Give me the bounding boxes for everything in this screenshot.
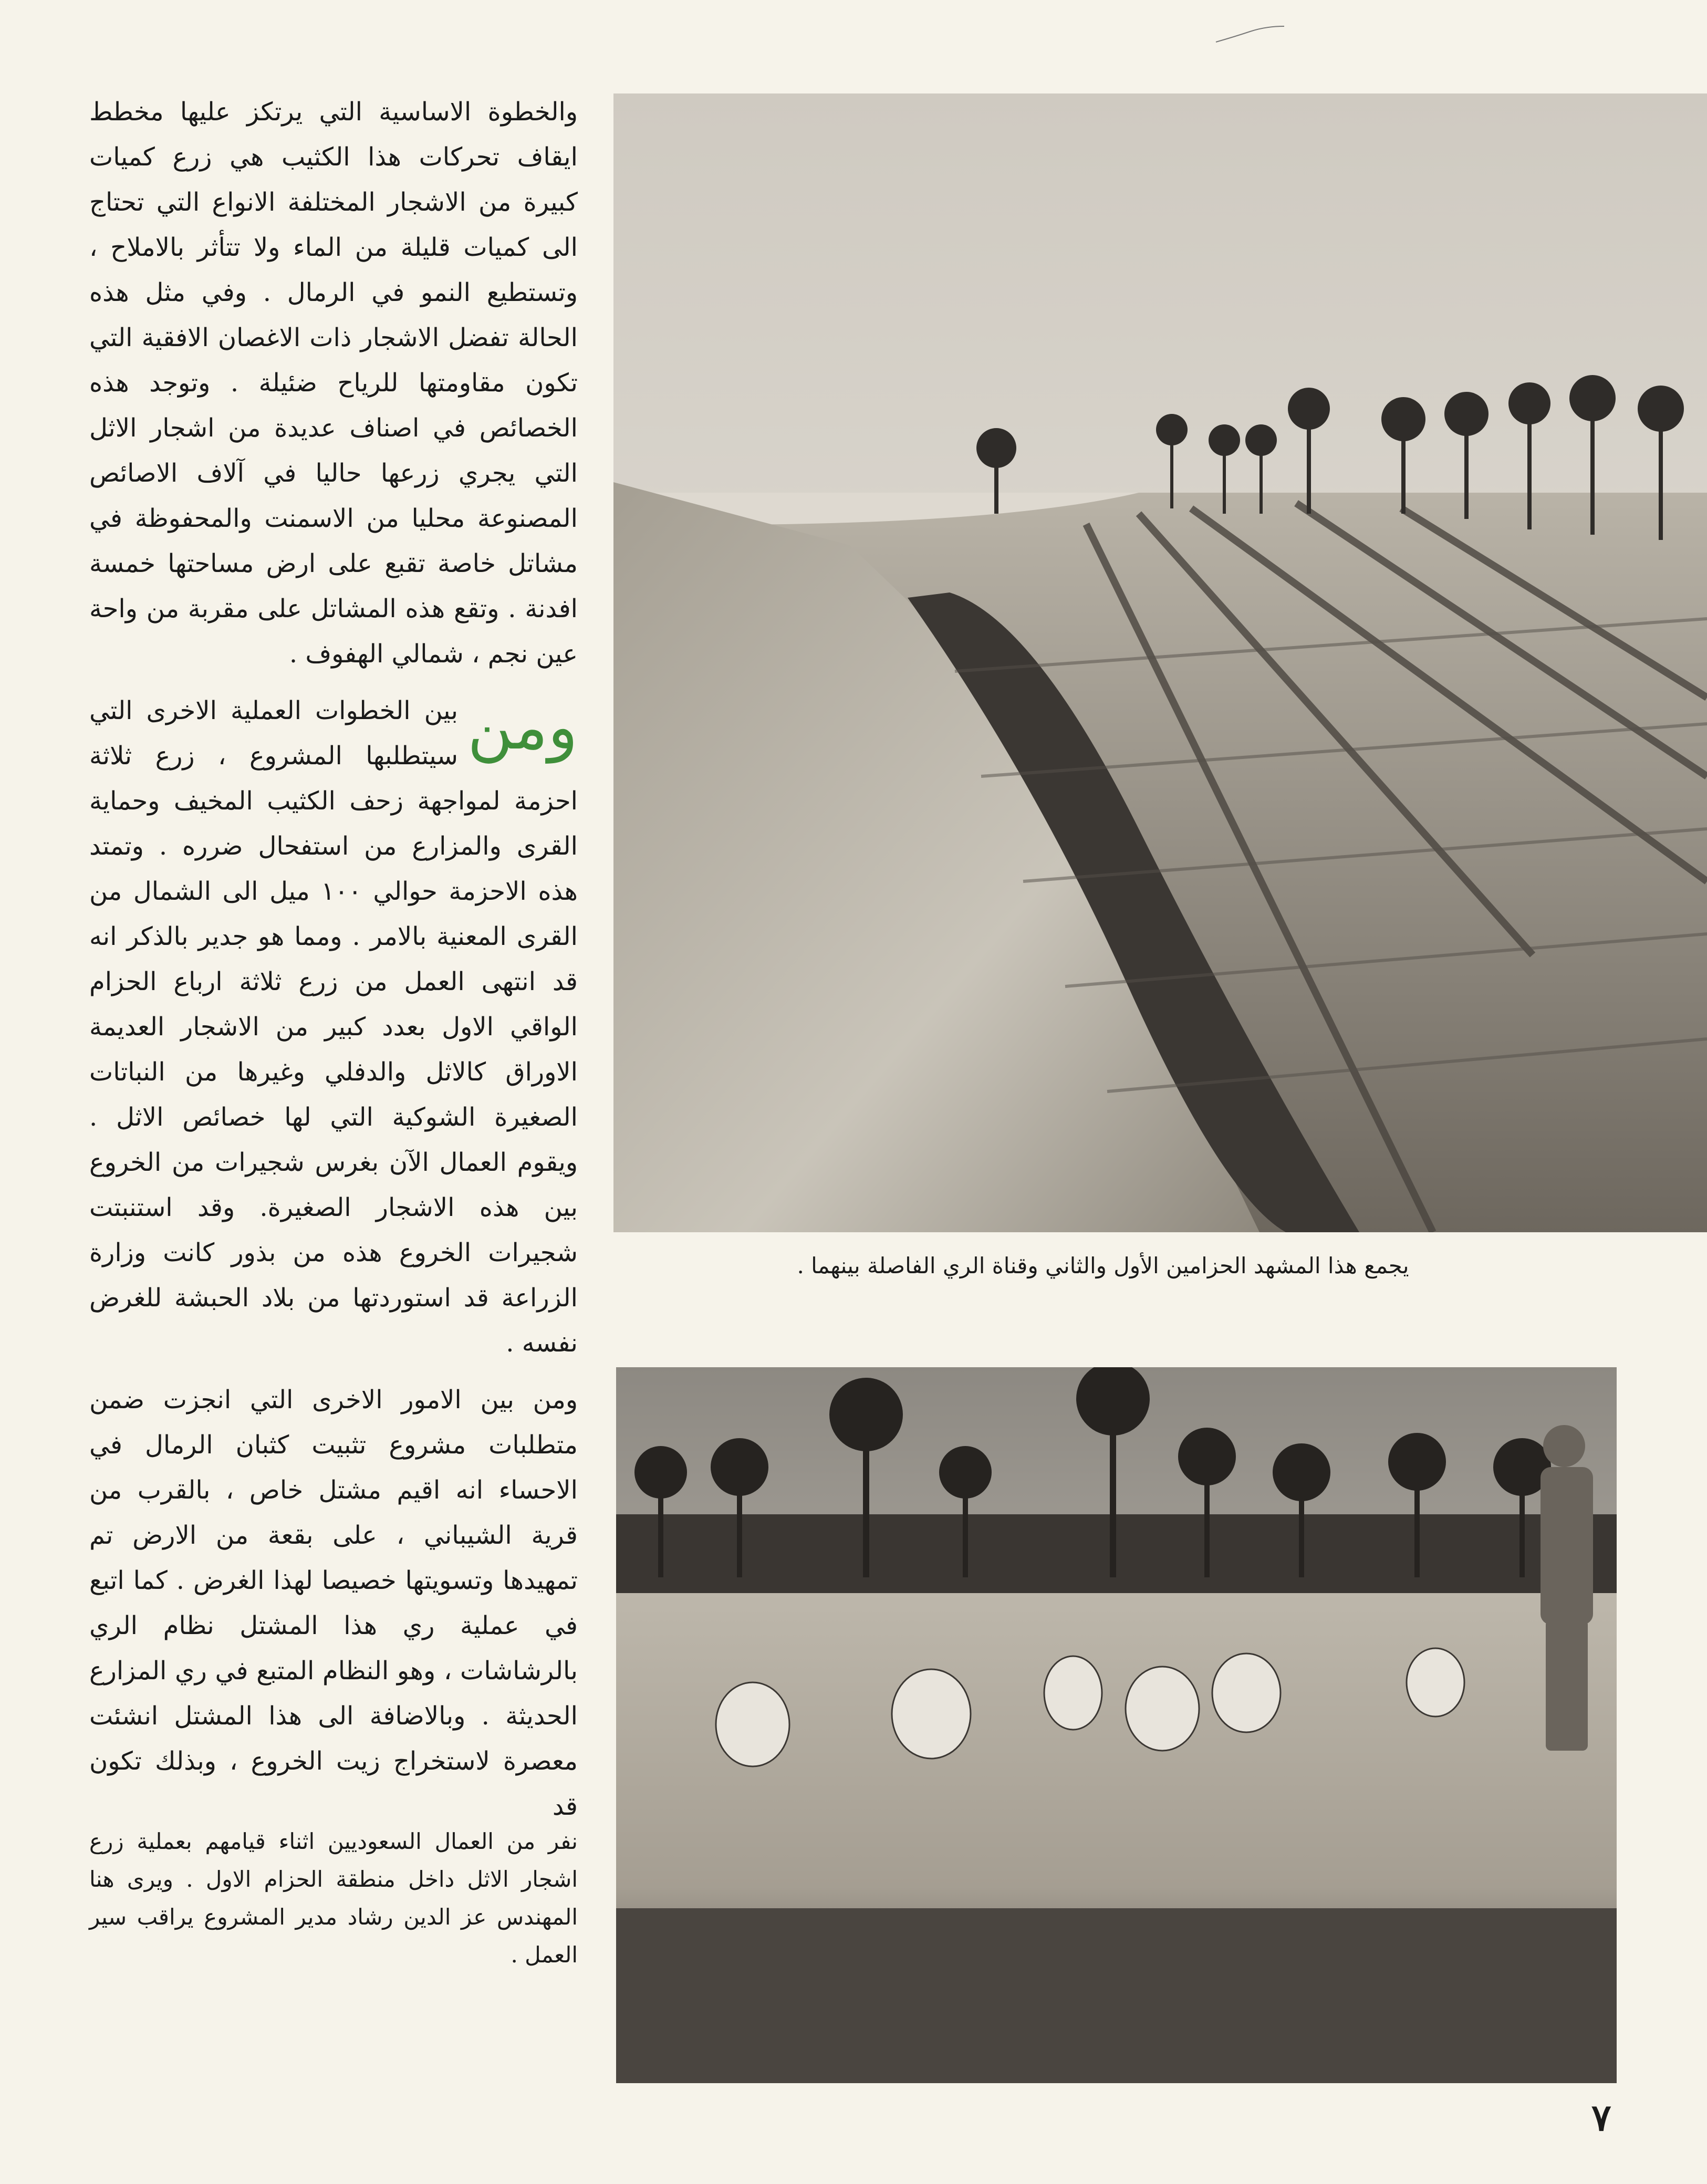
article-paragraph-1: والخطوة الاساسية التي يرتكز عليها مخطط ايقاف تحركات هذا الكثيب هي زرع كميات كبيرة من الاشجار المختلفة الانواع التي تحتاج الى كميات قليلة من الماء ولا تتأثر بالاملاح ، وتستطيع النمو في الرمال . وفي مثل هذه الحالة تفضل الاشجار ذات الاغصان الافقية التي تكون مقاومتها للرياح ضئيلة . وتوجد هذه الخصائص في اصناف عديدة من اشجار الاثل التي يجري زرعها حاليا في آلاف الاصائص المصنوعة محليا من الاسمنت والمحفوظة في مشاتل خاصة تقبع على ارض مساحتها خمسة افدنة . وتقع هذه المشاتل على مقربة من واحة عين نجم ، شمالي الهفوف . [89, 97, 578, 669]
article-paragraph-2-text: بين الخطوات العملية الاخرى التي سيتطلبها المشروع ، زرع ثلاثة احزمة لمواجهة زحف الكثيب المخيف وحماية القرى والمزارع من استفحال ضرره . وتمتد هذه الاحزمة حوالي ١٠٠ ميل الى الشمال من القرى المعنية بالامر . ومما هو جدير بالذكر انه قد انتهى العمل من زرع ثلاثة ارباع الحزام الواقي الاول بعدد كبير من الاشجار العديمة الاوراق كالاثل والدفلي وغيرها من النباتات الصغيرة الشوكية التي لها خصائص الاثل . ويقوم العمال الآن بغرس شجيرات من الخروع بين هذه الاشجار الصغيرة. وقد استنبتت شجيرات الخروع هذه من بذور كانت وزارة الزراعة قد استوردتها من بلاد الحبشة للغرض نفسه . [89, 696, 578, 1358]
page-number: ٧ [1591, 2096, 1611, 2139]
photo-caption-top: يجمع هذا المشهد الحزامين الأول والثاني وقناة الري الفاصلة بينهما . [797, 1253, 1409, 1278]
article-paragraph-3: ومن بين الامور الاخرى التي انجزت ضمن متطلبات مشروع تثبيت كثبان الرمال في الاحساء انه اقيم مشتل خاص ، بالقرب من قرية الشيباني ، على بقعة من الارض تم تمهيدها وتسويتها خصيصا لهذا الغرض . كما اتبع في عملية ري هذا المشتل نظام الري بالرشاشات ، وهو النظام المتبع في ري المزارع الحديثة . وبالاضافة الى هذا المشتل انشئت معصرة لاستخراج زيت الخروع ، وبذلك تكون قد [89, 1385, 578, 1821]
dropcap: ومن [467, 691, 578, 763]
photo-workers-planting [616, 1367, 1617, 2083]
article-paragraph-2 [89, 688, 578, 1366]
article-body [89, 89, 578, 1829]
photo-caption-bottom: نفر من العمال السعوديين اثناء قيامهم بعملية زرع اشجار الاثل داخل منطقة الحزام الاول . ويرى هنا المهندس عز الدين رشاد مدير المشروع يراقب سير العمل . [89, 1828, 578, 1968]
photo-irrigation-belts [613, 93, 1707, 1232]
pen-mark [1213, 24, 1287, 45]
